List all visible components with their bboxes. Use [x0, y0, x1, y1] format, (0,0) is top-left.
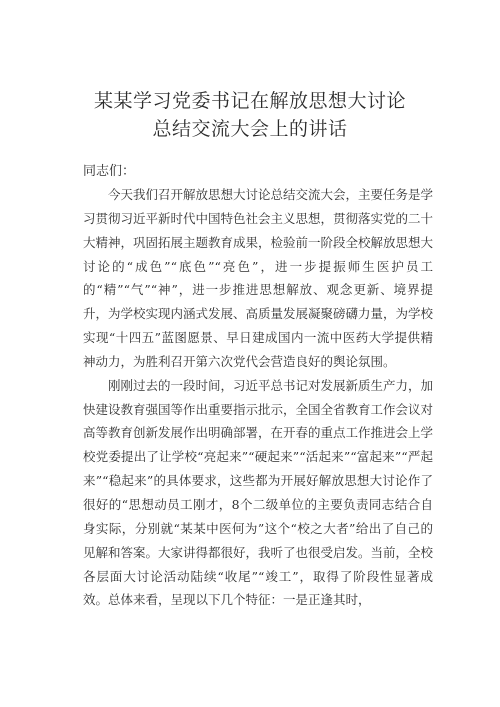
- document-title-line-1: 某某学习党委书记在解放思想大讨论: [93, 90, 406, 112]
- paragraph-1: 今天我们召开解放思想大讨论总结交流大会，主要任务是学习贯彻习近平新时代中国特色社会主义思想，贯彻落实党的二十大精神，巩固拓展主题教育成果，检验前一阶段全校解放思想大讨论的“成色”“底色”“亮色”，进一步提振师生医护员工的“精”“气”“神”，进一步推进思想解放、观念更新、境界提升，为学校实现内涵式发展、高质量发展凝聚磅礴力量，为学校实现“十四五”蓝图愿景、早日建成国内一流中医药大学提供精神动力，为胜利召开第六次党代会营造良好的舆论氛围。: [83, 187, 434, 369]
- document-title-line-2: 总结交流大会上的讲话: [152, 118, 348, 140]
- paragraph-2: 刚刚过去的一段时间，习近平总书记对发展新质生产力，加快建设教育强国等作出重要指示批示，全国全省教育工作会议对高等教育创新发展作出明确部署，在开春的重点工作推进会上学校党委提出了让学校“亮起来”“硬起来”“活起来”“富起来”“严起来”“稳起来”的具体要求，这些都为开展好解放思想大讨论作了很好的“思想动员工刚才，8个二级单位的主要负责同志结合自身实际，分别就“某某中医何为”这个“校之大者”给出了自己的见解和答案。大家讲得都很好，我听了也很受启发。当前，全校各层面大讨论活动陆续“收尾”“竣工”，取得了阶段性显著成效。总体来看，呈现以下几个特征：一是正逢其时，: [83, 377, 434, 608]
- document-body: [83, 183, 433, 612]
- salutation: 同志们：: [83, 164, 136, 179]
